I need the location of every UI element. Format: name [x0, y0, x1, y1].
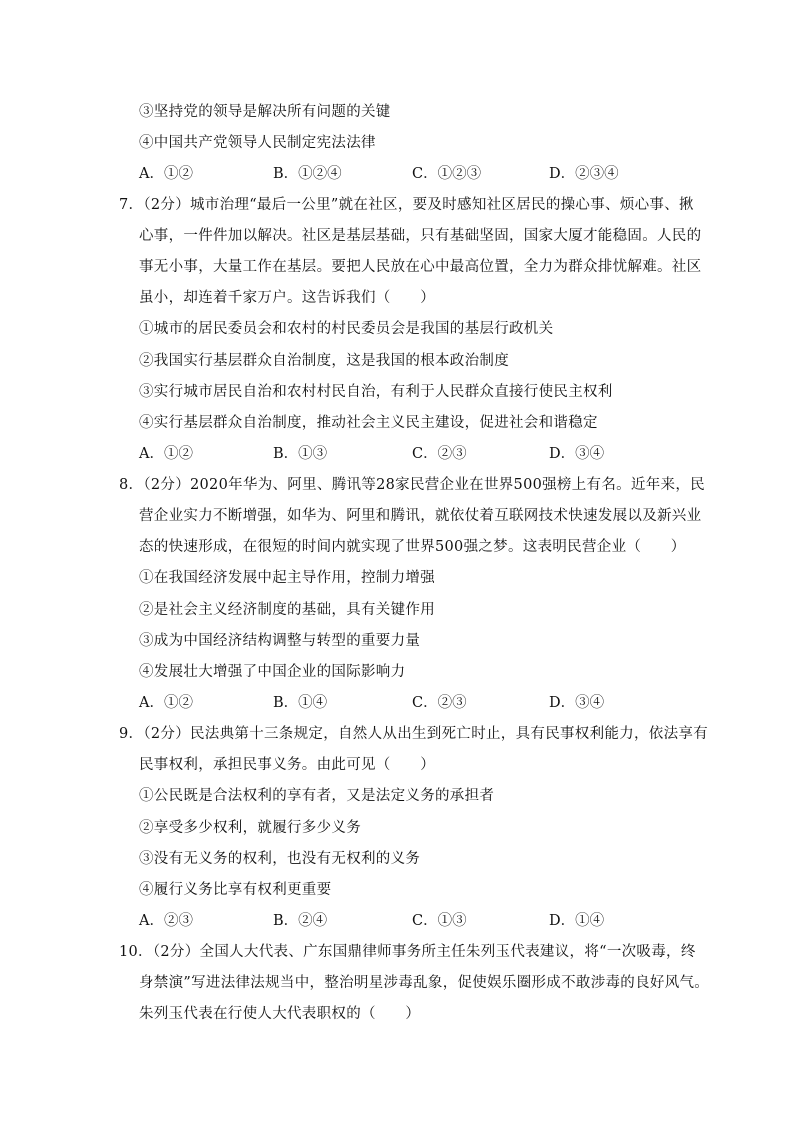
question-7-stem: 7．（2分）城市治理“最后一公里”就在社区，要及时感知社区居民的操心事、烦心事、揪 [119, 197, 694, 213]
option-a: A．①② [139, 446, 193, 462]
option-b: B．②④ [273, 913, 328, 929]
option-d: D．③④ [549, 446, 605, 462]
question-10-stem: 10．（2分）全国人大代表、广东国鼎律师事务所主任朱列玉代表建议，将“一次吸毒，终 [119, 944, 696, 960]
question-8-stem: 营企业实力不断增强，如华为、阿里和腾讯，就依仗着互联网技术快速发展以及新兴业 [139, 508, 702, 524]
statement: ④中国共产党领导人民制定宪法法律 [139, 135, 376, 151]
statement: ①在我国经济发展中起主导作用，控制力增强 [139, 570, 435, 586]
option-b: B．①④ [273, 695, 328, 711]
option-d: D．②③④ [549, 166, 619, 182]
statement: ③成为中国经济结构调整与转型的重要力量 [139, 633, 421, 649]
question-8-stem: 态的快速形成，在很短的时间内就实现了世界500强之梦。这表明民营企业（ ） [139, 539, 686, 555]
statement: ③实行城市居民自治和农村村民自治，有利于人民群众直接行使民主权利 [139, 384, 613, 400]
question-7-stem: 虽小，却连着千家万户。这告诉我们（ ） [139, 290, 435, 306]
question-9-stem: 9．（2分）民法典第十三条规定，自然人从出生到死亡时止，具有民事权利能力，依法享有 [119, 726, 708, 742]
option-d: D．①④ [549, 913, 605, 929]
option-d: D．③④ [549, 695, 605, 711]
option-c: C．①③ [412, 913, 467, 929]
option-a: A．①② [139, 695, 193, 711]
statement: ④履行义务比享有权利更重要 [139, 882, 332, 898]
option-a: A．②③ [139, 913, 193, 929]
option-c: C．②③ [412, 695, 467, 711]
question-8-stem: 8．（2分）2020年华为、阿里、腾讯等28家民营企业在世界500强榜上有名。近年来，民 [119, 477, 705, 493]
question-9-stem: 民事权利，承担民事义务。由此可见（ ） [139, 757, 435, 773]
statement: ②是社会主义经济制度的基础，具有关键作用 [139, 602, 435, 618]
question-10-stem: 身禁演”写进法律法规当中，整治明星涉毒乱象，促使娱乐圈形成不敢涉毒的良好风气。 [139, 975, 710, 991]
statement: ②享受多少权利，就履行多少义务 [139, 820, 361, 836]
question-7-stem: 心事，一件件加以解决。社区是基层基础，只有基础坚固，国家大厦才能稳固。人民的 [139, 228, 702, 244]
option-a: A．①② [139, 166, 193, 182]
question-7-stem: 事无小事，大量工作在基层。要把人民放在心中最高位置，全力为群众排忧解难。社区 [139, 259, 702, 275]
question-10-stem: 朱列玉代表在行使人大代表职权的（ ） [139, 1006, 421, 1022]
statement: ①公民既是合法权利的享有者，又是法定义务的承担者 [139, 788, 495, 804]
option-c: C．②③ [412, 446, 467, 462]
option-b: B．①③ [273, 446, 328, 462]
statement: ④发展壮大增强了中国企业的国际影响力 [139, 664, 406, 680]
statement: ③没有无义务的权利，也没有无权利的义务 [139, 851, 421, 867]
option-b: B．①②④ [273, 166, 342, 182]
statement: ③坚持党的领导是解决所有问题的关键 [139, 104, 391, 120]
statement: ④实行基层群众自治制度，推动社会主义民主建设，促进社会和谐稳定 [139, 415, 598, 431]
statement: ①城市的居民委员会和农村的村民委员会是我国的基层行政机关 [139, 321, 554, 337]
statement: ②我国实行基层群众自治制度，这是我国的根本政治制度 [139, 353, 509, 369]
option-c: C．①②③ [412, 166, 482, 182]
